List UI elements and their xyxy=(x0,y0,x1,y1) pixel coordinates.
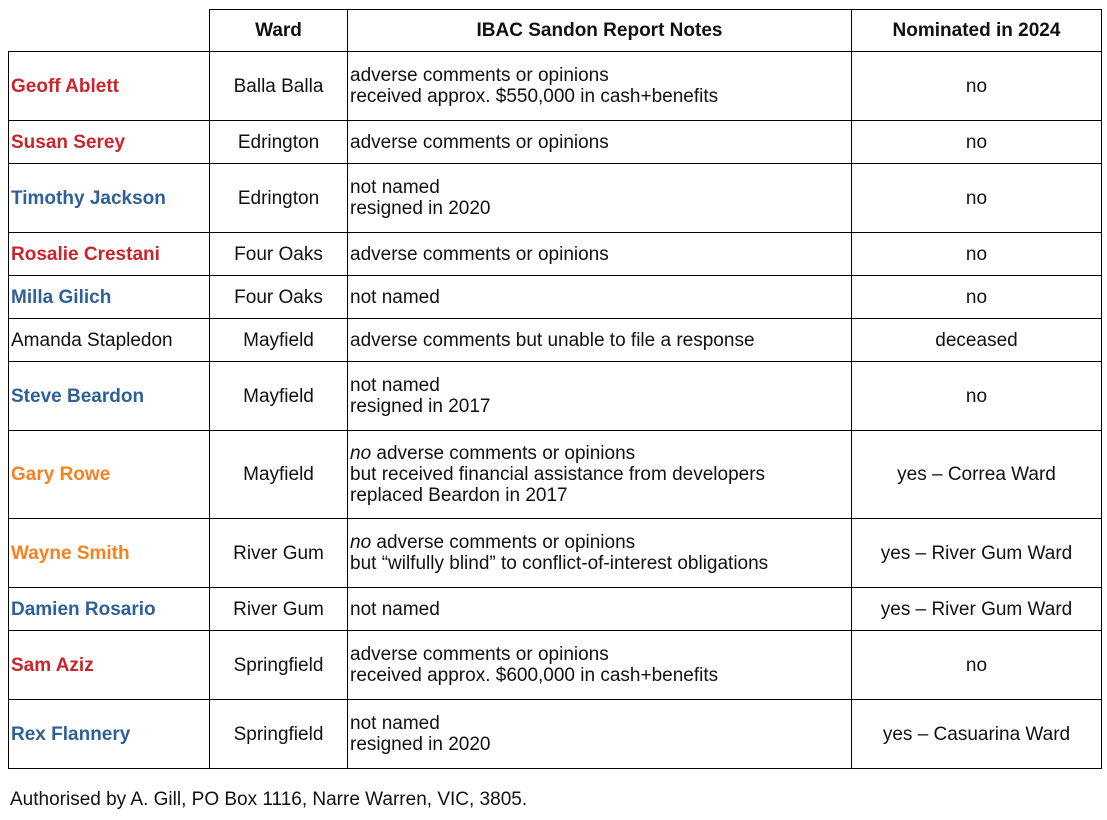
nominated-cell: yes – Casuarina Ward xyxy=(852,700,1102,769)
note-text: adverse comments or opinions xyxy=(371,443,636,464)
note-line xyxy=(350,330,849,351)
ward-cell: Springfield xyxy=(210,631,348,700)
note-line xyxy=(350,244,849,265)
note-text: replaced Beardon in 2017 xyxy=(350,485,568,506)
report-notes-cell xyxy=(348,700,852,769)
table-header xyxy=(9,10,1102,52)
report-notes-cell xyxy=(348,276,852,319)
header-ward: Ward xyxy=(210,10,348,52)
table-row xyxy=(9,431,1102,519)
note-line xyxy=(350,599,849,620)
note-line xyxy=(350,665,849,686)
note-line xyxy=(350,443,849,464)
ward-cell: Mayfield xyxy=(210,319,348,362)
nominated-cell: yes – Correa Ward xyxy=(852,431,1102,519)
note-text: received approx. $550,000 in cash+benefits xyxy=(350,86,719,107)
nominated-cell: yes – River Gum Ward xyxy=(852,519,1102,588)
table-row xyxy=(9,319,1102,362)
nominated-cell: yes – River Gum Ward xyxy=(852,588,1102,631)
table-row xyxy=(9,588,1102,631)
note-text: adverse comments or opinions xyxy=(350,644,609,665)
report-notes-cell xyxy=(348,431,852,519)
councillor-name: Timothy Jackson xyxy=(9,164,210,233)
table-row xyxy=(9,276,1102,319)
councillor-name: Susan Serey xyxy=(9,121,210,164)
table-row xyxy=(9,362,1102,431)
authorisation-footer: Authorised by A. Gill, PO Box 1116, Narre Warren, VIC, 3805. xyxy=(10,789,528,810)
note-text: not named xyxy=(350,598,440,620)
header-nominated: Nominated in 2024 xyxy=(852,10,1102,52)
nominated-cell: no xyxy=(852,631,1102,700)
table-row xyxy=(9,700,1102,769)
note-line xyxy=(350,644,849,665)
nominated-cell: no xyxy=(852,233,1102,276)
nominated-cell: no xyxy=(852,121,1102,164)
ward-cell: Four Oaks xyxy=(210,276,348,319)
header-name-cell xyxy=(9,10,210,52)
note-text: adverse comments or opinions xyxy=(350,65,609,86)
note-line xyxy=(350,65,849,86)
report-notes-cell xyxy=(348,121,852,164)
note-text: not named xyxy=(350,177,440,198)
report-notes-cell xyxy=(348,519,852,588)
councillor-name: Steve Beardon xyxy=(9,362,210,431)
report-notes-cell xyxy=(348,52,852,121)
ward-cell: River Gum xyxy=(210,519,348,588)
report-notes-cell xyxy=(348,362,852,431)
note-line xyxy=(350,532,849,553)
note-text: adverse comments but unable to file a response xyxy=(350,329,755,351)
note-text: adverse comments or opinions xyxy=(350,131,609,153)
report-notes-cell xyxy=(348,164,852,233)
ward-cell: Edrington xyxy=(210,164,348,233)
report-notes-cell xyxy=(348,631,852,700)
councillor-table xyxy=(8,9,1102,769)
report-notes-cell xyxy=(348,319,852,362)
note-text: not named xyxy=(350,713,440,734)
ward-cell: Balla Balla xyxy=(210,52,348,121)
nominated-cell: no xyxy=(852,164,1102,233)
councillor-name: Wayne Smith xyxy=(9,519,210,588)
councillor-name: Milla Gilich xyxy=(9,276,210,319)
note-text: resigned in 2020 xyxy=(350,734,491,755)
note-line xyxy=(350,396,849,417)
note-line xyxy=(350,553,849,574)
table-row xyxy=(9,164,1102,233)
header-notes: IBAC Sandon Report Notes xyxy=(348,10,852,52)
councillor-name: Damien Rosario xyxy=(9,588,210,631)
note-line xyxy=(350,86,849,107)
report-notes-cell xyxy=(348,233,852,276)
ward-cell: Springfield xyxy=(210,700,348,769)
note-line xyxy=(350,713,849,734)
ward-cell: Edrington xyxy=(210,121,348,164)
table-row xyxy=(9,121,1102,164)
councillor-name: Rosalie Crestani xyxy=(9,233,210,276)
note-line xyxy=(350,132,849,153)
table-row xyxy=(9,233,1102,276)
note-text: but received financial assistance from developers xyxy=(350,464,766,485)
nominated-cell: no xyxy=(852,362,1102,431)
note-line xyxy=(350,177,849,198)
note-text: adverse comments or opinions xyxy=(371,532,636,553)
note-line xyxy=(350,734,849,755)
note-text: not named xyxy=(350,375,440,396)
ward-cell: River Gum xyxy=(210,588,348,631)
note-text: received approx. $600,000 in cash+benefits xyxy=(350,665,719,686)
note-text: not named xyxy=(350,286,440,308)
note-text: adverse comments or opinions xyxy=(350,243,609,265)
note-emphasis: no xyxy=(350,443,372,464)
councillor-name: Sam Aziz xyxy=(9,631,210,700)
nominated-cell: no xyxy=(852,52,1102,121)
note-text: resigned in 2020 xyxy=(350,198,491,219)
table-row xyxy=(9,519,1102,588)
councillor-name: Geoff Ablett xyxy=(9,52,210,121)
note-line xyxy=(350,375,849,396)
note-line xyxy=(350,198,849,219)
report-notes-cell xyxy=(348,588,852,631)
note-emphasis: no xyxy=(350,532,372,553)
note-line xyxy=(350,464,849,485)
note-text: but “wilfully blind” to conflict-of-interest obligations xyxy=(350,553,769,574)
ward-cell: Mayfield xyxy=(210,362,348,431)
ward-cell: Four Oaks xyxy=(210,233,348,276)
nominated-cell: no xyxy=(852,276,1102,319)
table-row xyxy=(9,631,1102,700)
councillor-name: Rex Flannery xyxy=(9,700,210,769)
note-line xyxy=(350,485,849,506)
ward-cell: Mayfield xyxy=(210,431,348,519)
header-row xyxy=(9,10,1102,52)
table-row xyxy=(9,52,1102,121)
councillor-name: Gary Rowe xyxy=(9,431,210,519)
note-line xyxy=(350,287,849,308)
nominated-cell: deceased xyxy=(852,319,1102,362)
note-text: resigned in 2017 xyxy=(350,396,491,417)
table-body xyxy=(9,52,1102,769)
councillor-name: Amanda Stapledon xyxy=(9,319,210,362)
